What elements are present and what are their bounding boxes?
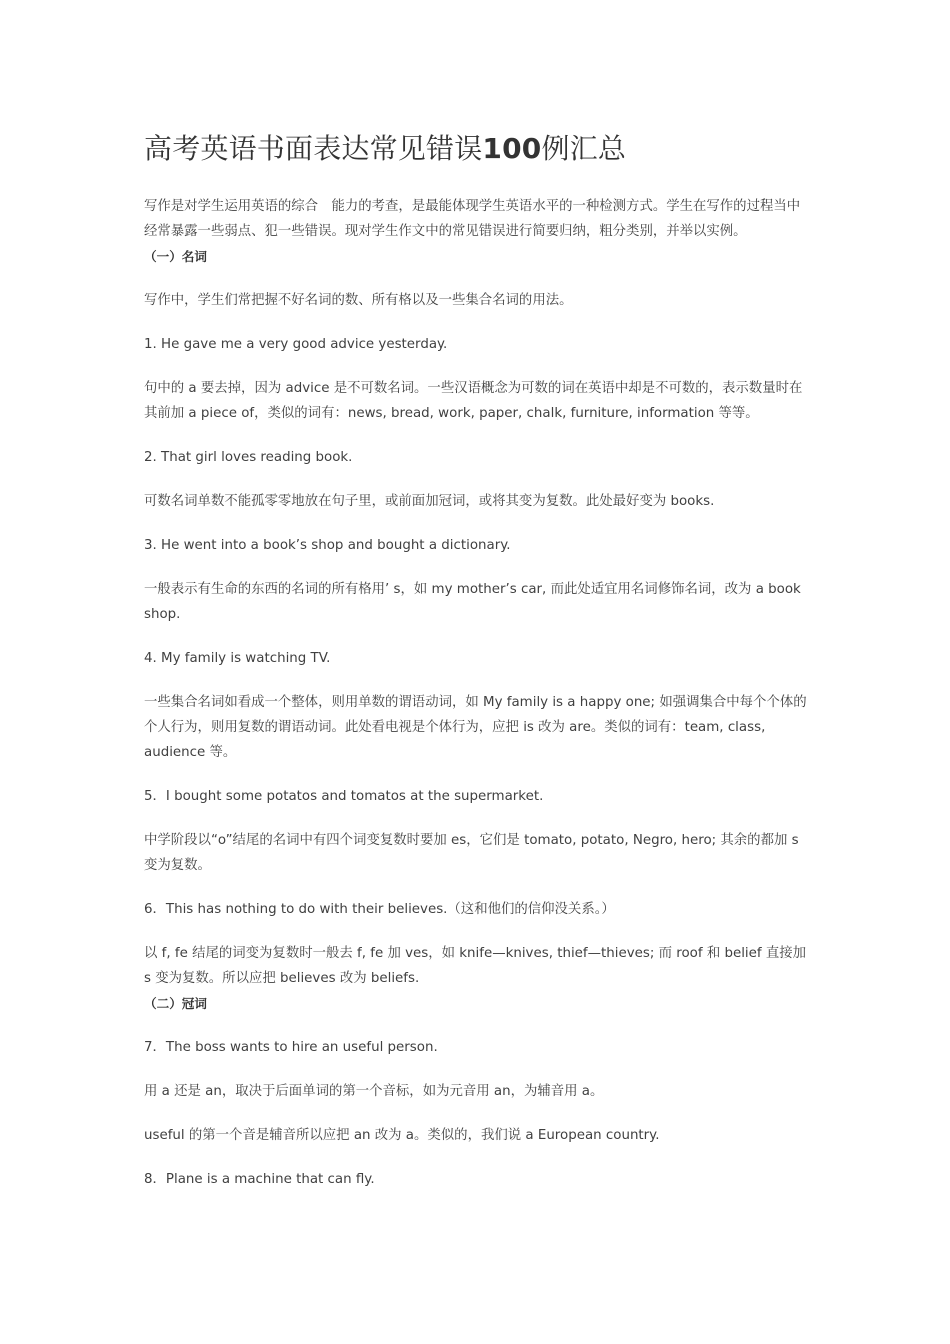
section-lead-nouns: 写作中，学生们常把握不好名词的数、所有格以及一些集合名词的用法。 (144, 293, 573, 308)
example-sentence-7: 7．The boss wants to hire an useful person. (144, 1040, 438, 1055)
example-sentence-8: 8．Plane is a machine that can fly. (144, 1172, 375, 1187)
example-sentence-1: 1. He gave me a very good advice yesterday. (144, 337, 448, 352)
explanation-4: 一些集合名词如看成一个整体，则用单数的谓语动词，如 My family is a happy one; 如强调集合中每个个体的个人行为，则用复数的谓语动词。此处看电视是个体行为，应把 is 改为 are。类似的词有：team, class, audience 等。 (144, 695, 807, 760)
explanation-5: 中学阶段以“o”结尾的名词中有四个词变复数时要加 es，它们是 tomato, potato, Negro, hero; 其余的都加 s 变为复数。 (144, 833, 799, 873)
section-heading-articles: （二）冠词 (144, 996, 207, 1011)
title-number: 100 (482, 132, 542, 165)
document-body (144, 194, 808, 1211)
document-title (144, 126, 808, 172)
section-heading-nouns: （一）名词 (144, 249, 207, 264)
intro-paragraph: 写作是对学生运用英语的综合 能力的考查，是最能体现学生英语水平的一种检测方式。学生在写作的过程当中经常暴露一些弱点、犯一些错误。现对学生作文中的常见错误进行简要归纳，粗分类别，并举以实例。 (144, 199, 801, 239)
example-sentence-6: 6．This has nothing to do with their believes.（这和他们的信仰没关系。） (144, 902, 615, 917)
explanation-1: 句中的 a 要去掉，因为 advice 是不可数名词。一些汉语概念为可数的词在英语中却是不可数的，表示数量时在其前加 a piece of，类似的词有：news, bread, work, paper, chalk, furniture, information 等等。 (144, 381, 803, 421)
explanation-6: 以 f, fe 结尾的词变为复数时一般去 f, fe 加 ves，如 knife—knives, thief—thieves; 而 roof 和 belief 直接加 s 变为复数。所以应把 believes 改为 beliefs. (144, 946, 807, 986)
example-sentence-3: 3. He went into a book’s shop and bought a dictionary. (144, 538, 511, 553)
explanation-7b: useful 的第一个音是辅音所以应把 an 改为 a。类似的，我们说 a European country. (144, 1128, 660, 1143)
explanation-3: 一般表示有生命的东西的名词的所有格用’ s，如 my mother’s car, 而此处适宜用名词修饰名词，改为 a book shop. (144, 582, 801, 622)
explanation-2: 可数名词单数不能孤零零地放在句子里，或前面加冠词，或将其变为复数。此处最好变为 books. (144, 494, 715, 509)
title-suffix: 例汇总 (541, 132, 627, 165)
document-page (144, 126, 808, 1187)
title-prefix: 高考英语书面表达常见错误 (144, 132, 483, 165)
explanation-7a: 用 a 还是 an，取决于后面单词的第一个音标，如为元音用 an，为辅音用 a。 (144, 1084, 604, 1099)
example-sentence-4: 4. My family is watching TV. (144, 651, 331, 666)
example-sentence-2: 2. That girl loves reading book. (144, 450, 353, 465)
example-sentence-5: 5．I bought some potatos and tomatos at the supermarket. (144, 789, 544, 804)
